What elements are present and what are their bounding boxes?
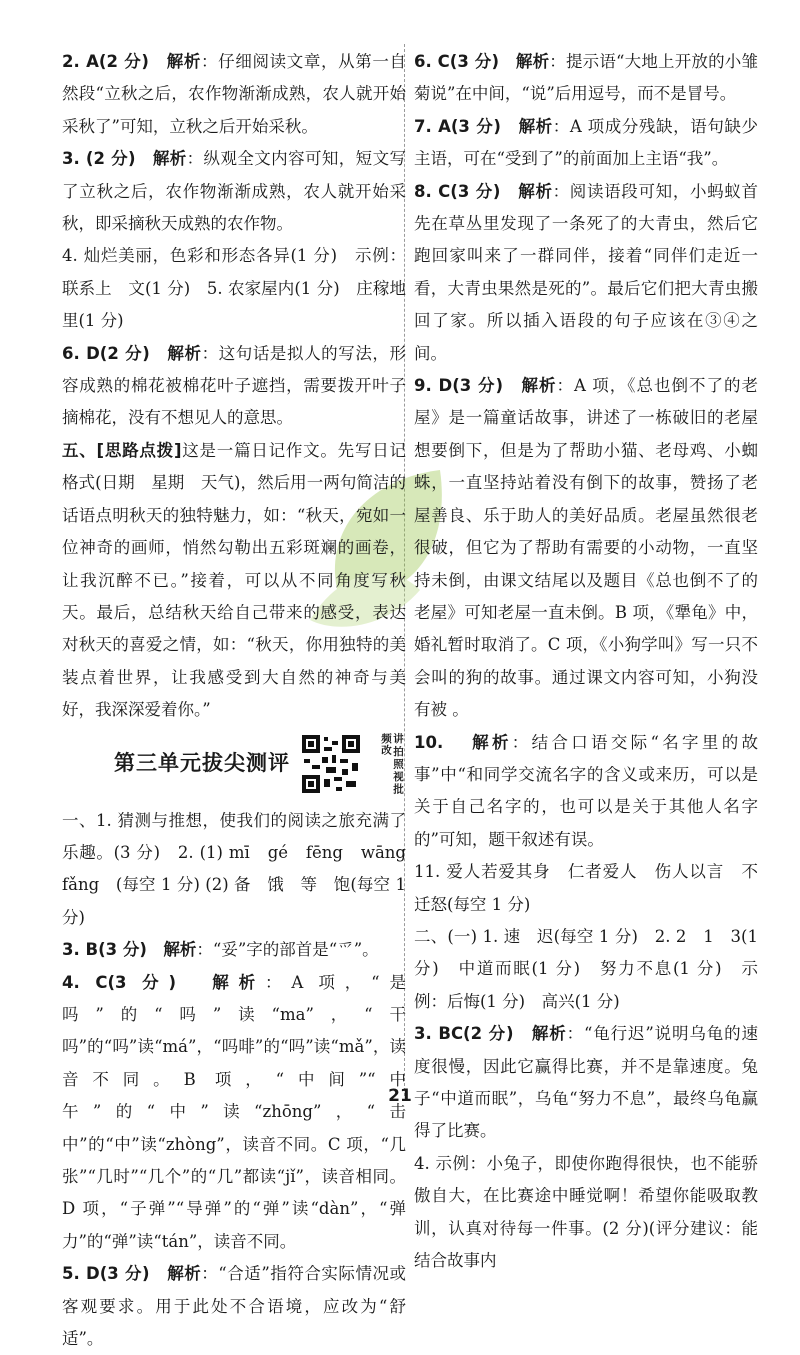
page-number: 21 [388,1086,412,1106]
answer-1-3: 3. B(3 分) 解析：“妥”字的部首是“爫”。 [62,940,379,960]
answer-4-5: 4. 灿烂美丽，色彩和形态各异(1 分) 示例：联系上 文(1 分) 5. 农家屋内(1 分) 庄稼地里(1 分) [62,246,406,331]
qr-caption: 讲拍照视批频改 [380,732,404,795]
answer-2-3: 3. BC(2 分) 解析：“龟行迟”说明乌龟的速度很慢，因此它赢得比赛，并不是靠速度。兔子“中道而眠”，乌龟“努力不息”，最终乌龟赢得了比赛。 [414,1024,759,1141]
qr-code-icon[interactable] [302,735,360,793]
answer-3: 3. (2 分) 解析：纵观全文内容可知，短文写了立秋之后，农作物渐渐成熟，农人就开始采秋，即采摘秋天成熟的农作物。 [62,149,406,234]
answer-1-8: 8. C(3 分) 解析：阅读语段可知，小蚂蚁首先在草丛里发现了一条死了的大青虫，然后它跑回家叫来了一群同伴，接着“同伴们走近一看，大青虫果然是死的”。最后它们把大青虫搬回了家。所以插入语段的句子应该在③④之间。 [414,181,759,363]
section-5-tips: 五、[思路点拨]这是一篇日记作文。先写日记格式(日期 星期 天气)，然后用一两句简洁的话语点明秋天的独特魅力，如：“秋天，宛如一位神奇的画师，悄然勾勒出五彩斑斓的画卷，让我沉醉不已。”接着，可以从不同角度写秋天。最后，总结秋天给自己带来的感受，表达对秋天的喜爱之情，如：“秋天，你用独特的美装点着世界，让我感受到大自然的神奇与美好，我深深爱着你。” [62,440,406,720]
unit-title: 第三单元拔尖测评 [114,750,290,775]
answer-1-6: 6. C(3 分) 解析：提示语“大地上开放的小雏菊说”在中间，“说”后用逗号，而不是冒号。 [414,52,759,104]
answer-1-10: 10. 解析：结合口语交际“名字里的故事”中“和同学交流名字的含义或来历，可以是关于自己名字的，也可以是关于其他人名字的”可知，题干叙述有误。 [414,732,759,849]
answer-1-11: 11. 爱人若爱其身 仁者爱人 伤人以言 不迁怒(每空 1 分) [414,862,758,914]
answer-1-5: 5. D(3 分) 解析：“合适”指符合实际情况或客观要求。用于此处不合语境，应改为“舒适”。 [62,1264,407,1349]
answer-2-4: 4. 示例：小兔子，即使你跑得很快，也不能骄傲自大，在比赛途中睡觉啊！希望你能吸取教训，认真对待每一件事。(2 分)(评分建议：能结合故事内 [414,1153,758,1271]
left-column [62,46,423,1355]
answer-6: 6. D(2 分) 解析：这句话是拟人的写法，形容成熟的棉花被棉花叶子遮挡，需要拨开叶子摘棉花，没有不想见人的意思。 [62,343,407,428]
answer-1-1-2: 一、1. 猜测与推想，使我们的阅读之旅充满了乐趣。(3 分) 2. (1) mī gé fēng wāng fǎng (每空 1 分) (2) 备 饿 等 饱(每空 1 分) [62,810,423,927]
answer-1-4: 4. C(3 分) 解析：A 项，“是吗”的“吗”读“ma”，“干吗”的“吗”读“má”，“吗啡”的“吗”读“mǎ”，读音不同。B 项，“中间”“中午”的“中”读“zhōng”，“击中”的“中”读“zhòng”，读音不同。C 项，“几张”“几时”“几个”的“几”都读“jǐ”，读音相同。D 项，“子弹”“导弹”的“弹”读“dàn”，“弹力”的“弹”读“tán”，读音不同。 [62,972,406,1251]
answer-1-7: 7. A(3 分) 解析：A 项成分残缺，语句缺少主语，可在“受到了”的前面加上主语“我”。 [414,116,759,169]
unit-header [62,733,406,801]
answer-2-1-2: 二、(一) 1. 速 迟(每空 1 分) 2. 2 1 3(1 分) 中道而眠(1 分) 努力不息(1 分) 示例：后悔(1 分) 高兴(1 分) [414,926,758,1011]
answer-2: 2. A(2 分) 解析：仔细阅读文章，从第一自然段“立秋之后，农作物渐渐成熟，农人就开始采秋了”可知，立秋之后开始采秋。 [62,52,407,136]
answer-1-9: 9. D(3 分) 解析：A 项，《总也倒不了的老屋》是一篇童话故事，讲述了一栋破旧的老屋想要倒下，但是为了帮助小猫、老母鸡、小蜘蛛，一直坚持站着没有倒下的故事，赞扬了老屋善良、乐于助人的美好品质。老屋虽然很老很破，但它为了帮助有需要的小动物，一直坚持未倒，由课文结尾以及题目《总也倒不了的老屋》可知老屋一直未倒。B 项，《犟龟》中，婚礼暂时取消了。C 项，《小狗学叫》写一只不会叫的狗的故事。通过课文内容可知，小狗没有被 。 [414,376,759,720]
